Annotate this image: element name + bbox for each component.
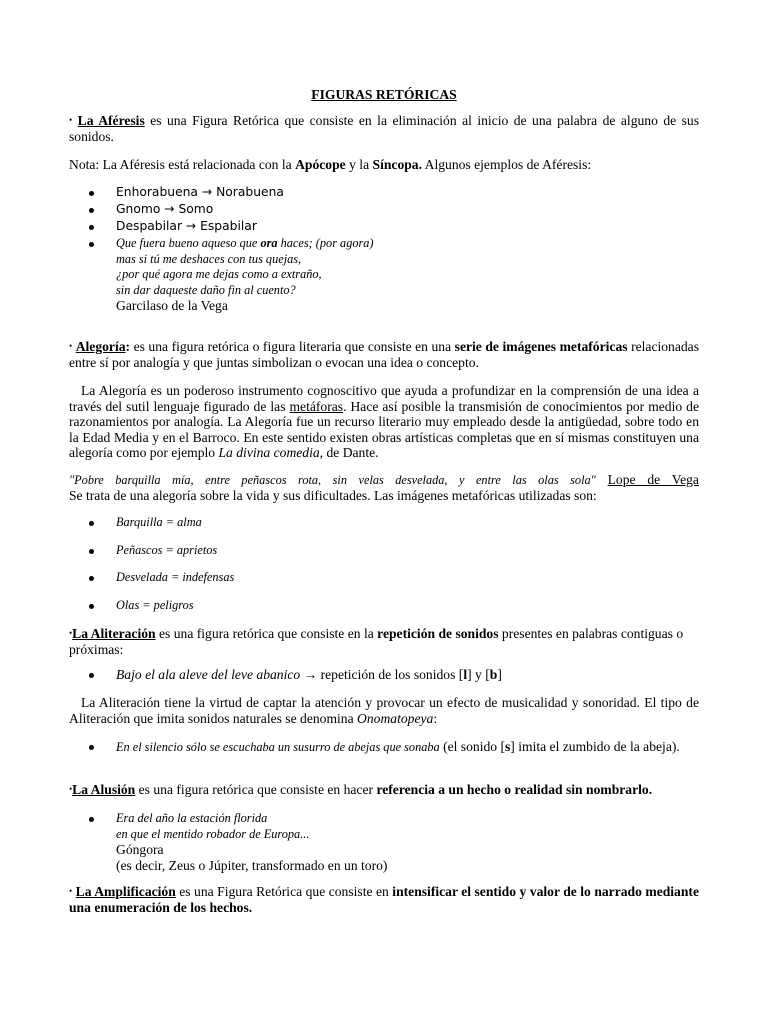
example-text: → repetición de los sonidos [ [300,667,464,682]
poem-line: en que el mentido robador de Europa... [116,826,310,841]
bullet-dot-icon [89,549,94,554]
metaphor-item: Desvelada = indefensas [116,570,235,584]
alegoria-explanation: Se trata de una alegoría sobre la vida y sus dificultades. Las imágenes metafóricas utilizadas son: [69,488,597,503]
bullet-dot-icon [89,521,94,526]
bullet-dot-icon [89,673,94,678]
aferesis-note [69,157,699,173]
example-text: Bajo el ala aleve del leve abanico [116,667,301,682]
term-colon: : [125,339,131,354]
poem-gongora [116,811,699,873]
paragraph-text: . Hace así posible la transmisión de conocimientos por medio de razonamientos por analogía. La Alegoría fue un recurso literario muy empleado desde la antigüedad, sobre todo en la Edad Media y en el Barroco. En este sentido existen obras artísticas completas que en sí mismas constituyen una alegoría como por ejemplo [69,398,699,461]
definition-text: es una figura retórica que consiste en hacer [135,782,377,797]
example-text: Enhorabuena → Norabuena [116,185,284,199]
term-onomatopeya: Onomatopeya [357,710,434,726]
aliteracion-definition [69,626,699,657]
example-text: Gnomo → Somo [116,202,214,216]
poem-line: mas si tú me deshaces con tus quejas, [116,251,302,266]
aliteracion-example [116,667,699,683]
quote-author: Lope de Vega [607,472,699,487]
bullet-dot-icon [89,208,94,213]
term-aliteracion: La Aliteración [72,626,156,641]
definition-bold: intensificar el sentido y valor de lo narrado mediante una enumeración de los hechos. [69,884,699,915]
bullet-icon: • [69,628,73,638]
example-text: En el silencio sólo se escuchaba un susurro de abejas que sonaba [116,740,440,754]
paragraph-text: La Alegoría es un poderoso instrumento cognoscitivo que ayuda a profundizar en la comprensión de una idea a través del sutil lenguaje figurado de las [69,383,699,414]
metaforas-link[interactable]: metáforas [289,398,344,414]
term-aferesis: La Aféresis [77,113,145,128]
poem-word-ora: ora [260,236,278,250]
definition-text: relacionadas entre sí por analogía y que juntas simbolizan o evocan una idea o concepto. [69,339,699,370]
bullet-dot-icon [89,225,94,230]
poem-author: Garcilaso de la Vega [116,298,228,314]
definition-text: es una figura retórica que consiste en la [155,626,378,641]
metaphor-item: Olas = peligros [116,598,194,612]
term-alegoria: Alegoría [75,339,126,354]
paragraph-text: La Aliteración tiene la virtud de captar la atención y provocar un efecto de musicalidad y sonoridad. El tipo de Aliteración que imita sonidos naturales se denomina [69,695,699,726]
bullet-dot-icon [89,576,94,581]
metaphor-item: Peñascos = aprietos [116,543,218,557]
definition-bold: repetición de sonidos [377,626,499,641]
example-text: ] y [ [467,667,490,682]
term-alusion: La Alusión [72,782,136,797]
bullet-dot-icon [89,817,94,822]
poem-note: (es decir, Zeus o Júpiter, transformado en un toro) [116,857,388,873]
definition-text: presentes en palabras contiguas o próximas: [69,626,684,657]
amplificacion-definition [69,884,699,915]
quote-text: "Pobre barquilla mía, entre peñascos rota, sin velas desvelada, y entre las olas sola" [69,473,596,487]
aferesis-definition [69,113,699,144]
poem-line: Era del año la estación florida [116,811,268,825]
bullet-icon: • [69,784,73,794]
bullet-dot-icon [89,604,94,609]
note-text: Nota: La Aféresis está relacionada con la [69,157,296,172]
page-title: FIGURAS RETÓRICAS [311,87,457,102]
bullet-dot-icon [89,191,94,196]
note-text: Algunos ejemplos de Aféresis: [422,157,592,172]
example-text: (el sonido [ [439,739,505,754]
bullet-icon: • [69,115,73,125]
bullet-dot-icon [89,242,94,247]
poem-garcilaso [116,236,699,314]
example-text: Despabilar → Espabilar [116,219,257,233]
poem-line: ¿por qué agora me dejas como a extraño, [116,267,322,282]
work-title: La divina comedia [218,445,320,461]
alusion-definition [69,782,699,798]
bullet-icon: • [69,886,73,896]
term-amplificacion: La Amplificación [75,884,176,899]
sound-l: l [463,667,468,682]
aliteracion-example [116,739,699,756]
term-sincopa: Síncopa. [372,157,422,172]
alegoria-paragraph [69,383,699,461]
definition-text: es una Figura Retórica que consiste en [175,884,393,899]
sound-b: b [489,667,498,682]
example-text: ] imita el zumbido de la abeja). [510,739,680,754]
poem-author: Góngora [116,842,164,858]
example-text: ] [497,667,502,682]
poem-line: Que fuera bueno aqueso que [116,236,261,250]
definition-bold: serie de imágenes metafóricas [454,339,628,354]
aliteracion-paragraph [69,695,699,726]
bullet-icon: • [69,341,73,351]
alegoria-quote [69,472,699,489]
sound-s: s [505,739,511,754]
definition-bold: referencia a un hecho o realidad sin nombrarlo. [376,782,653,797]
alegoria-definition [69,339,699,370]
definition-text: es una figura retórica o figura literaria que consiste en una [130,339,455,354]
poem-line: sin dar daqueste daño fin al cuento? [116,282,296,297]
aferesis-def-text: es una Figura Retórica que consiste en la eliminación al inicio de una palabra de alguno de sus sonidos. [69,113,700,144]
paragraph-text: , de Dante. [319,445,379,461]
term-apocope: Apócope [295,157,346,172]
paragraph-text: : [433,710,438,726]
bullet-dot-icon [89,745,94,750]
note-text: y la [345,157,373,172]
poem-line: haces; (por agora) [277,236,374,250]
metaphor-item: Barquilla = alma [116,515,202,529]
